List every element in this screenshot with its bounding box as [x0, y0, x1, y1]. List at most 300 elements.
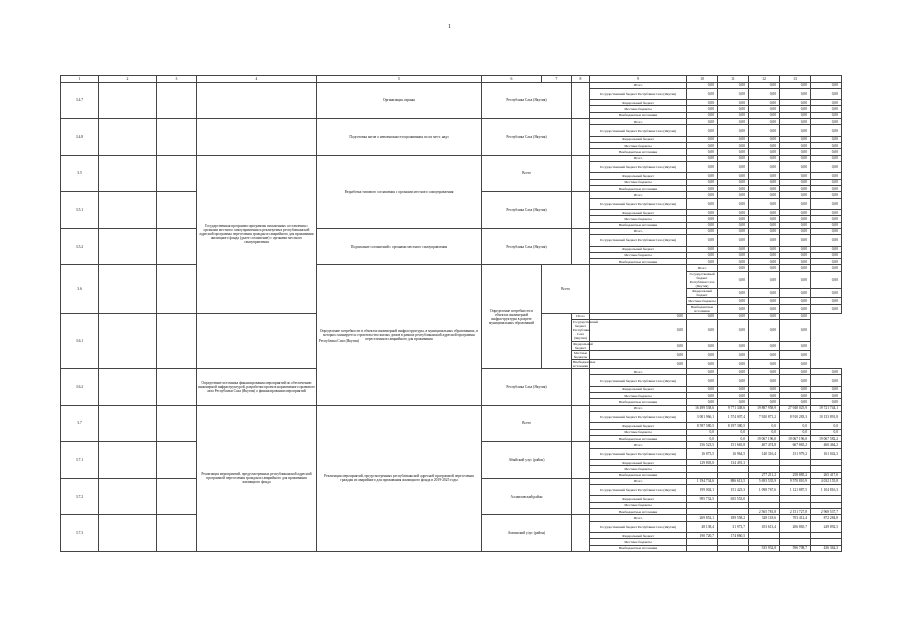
- amount-cell: 0,00: [749, 320, 780, 341]
- amount-cell: 0,00: [811, 228, 842, 234]
- empty-cell: [99, 82, 157, 119]
- funding-source: Итого: [590, 515, 687, 521]
- empty-cell: [572, 515, 590, 552]
- amount-cell: 0,00: [811, 393, 842, 399]
- amount-cell: 0,00: [811, 375, 842, 386]
- empty-cell: [99, 228, 157, 265]
- amount-cell: [687, 545, 718, 551]
- amount-cell: 0,00: [749, 341, 780, 350]
- amount-cell: 0,0: [749, 423, 780, 429]
- amount-cell: 0,00: [780, 393, 811, 399]
- amount-cell: 0,00: [749, 119, 780, 125]
- amount-cell: 16 964,5: [718, 448, 749, 459]
- amount-cell: 460 464,2: [811, 442, 842, 448]
- amount-cell: 0,00: [749, 143, 780, 149]
- amount-cell: 0,00: [749, 399, 780, 405]
- amount-cell: 0,00: [811, 136, 842, 142]
- amount-cell: 0,00: [687, 320, 718, 341]
- executor: Всего: [542, 265, 590, 313]
- amount-cell: 0,00: [718, 179, 749, 185]
- executor: Республика Саха (Якутия): [197, 313, 482, 368]
- amount-cell: 0,00: [749, 161, 780, 172]
- amount-cell: 0,0: [780, 423, 811, 429]
- amount-cell: 2 968 537,7: [811, 509, 842, 515]
- amount-cell: 0,00: [780, 112, 811, 118]
- funding-source: Итого: [590, 192, 687, 198]
- empty-cell: [572, 369, 590, 406]
- amount-cell: 0,00: [749, 289, 780, 298]
- header-cell: 4: [197, 76, 317, 83]
- amount-cell: 0,00: [749, 313, 780, 319]
- row-code: 3.4.8: [61, 119, 99, 156]
- amount-cell: 0,00: [780, 375, 811, 386]
- row-code: 3.4.7: [61, 82, 99, 119]
- amount-cell: 0,00: [811, 143, 842, 149]
- amount-cell: 0,00: [687, 185, 718, 191]
- amount-cell: 0,0: [811, 423, 842, 429]
- amount-cell: 0,00: [687, 350, 718, 359]
- empty-cell: [572, 192, 590, 229]
- row-code: 3.7: [61, 405, 99, 442]
- amount-cell: 0,00: [749, 100, 780, 106]
- amount-cell: 0,00: [590, 350, 687, 359]
- amount-cell: 0,00: [780, 100, 811, 106]
- amount-cell: 0,00: [687, 155, 718, 161]
- empty-cell: [572, 228, 590, 265]
- amount-cell: 9 771 348,6: [718, 405, 749, 411]
- funding-source: Итого: [590, 369, 687, 375]
- funding-source: Внебюджетные источники: [590, 185, 687, 191]
- amount-cell: 0,00: [590, 313, 687, 319]
- amount-cell: 0,00: [718, 106, 749, 112]
- funding-source: Итого: [572, 313, 590, 319]
- amount-cell: 19 067 196,0: [780, 435, 811, 441]
- amount-cell: 156 523,5: [687, 442, 718, 448]
- amount-cell: 0,00: [811, 289, 842, 298]
- amount-cell: 0,00: [749, 252, 780, 258]
- amount-cell: 0,00: [749, 246, 780, 252]
- funding-source: Внебюджетные источники: [573, 359, 596, 368]
- empty-cell: [590, 265, 687, 313]
- amount-cell: 16 873,5: [687, 448, 718, 459]
- amount-cell: 151 423,3: [718, 485, 749, 496]
- empty-cell: [542, 313, 572, 368]
- amount-cell: 0,00: [687, 100, 718, 106]
- amount-cell: 0,00: [780, 143, 811, 149]
- empty-cell: [157, 192, 197, 229]
- amount-cell: 2 151 727,8: [780, 509, 811, 515]
- amount-cell: 9 570 810,9: [780, 478, 811, 484]
- amount-cell: 0,00: [749, 271, 780, 288]
- amount-cell: 0,00: [780, 399, 811, 405]
- amount-cell: 0,0: [749, 429, 780, 435]
- amount-cell: 0,00: [590, 359, 687, 368]
- funding-source: Федеральный бюджет: [590, 423, 687, 429]
- amount-cell: 0,00: [780, 222, 811, 228]
- amount-cell: 0,00: [749, 359, 780, 368]
- funding-source: Государственный бюджет Республики Саха (Якутия): [590, 161, 687, 172]
- funding-source: Итого: [590, 405, 687, 411]
- amount-cell: 0,00: [687, 313, 718, 319]
- amount-cell: 0,00: [749, 179, 780, 185]
- event-name: Реализация мероприятий, предусмотренных республиканской адресной программой переселения граждан из аварийного для проживания жилищного фонда в 2019-2025 годы: [317, 405, 482, 551]
- amount-cell: 0,00: [749, 88, 780, 99]
- amount-cell: 0,00: [687, 82, 718, 88]
- empty-cell: [572, 82, 590, 119]
- row-code: 3.6: [61, 265, 99, 313]
- amount-cell: 0,00: [749, 106, 780, 112]
- amount-cell: 0,00: [718, 265, 749, 271]
- amount-cell: 103 613,4: [749, 521, 780, 532]
- row-code: 3.5.2: [61, 228, 99, 265]
- row-code: 3.6.2: [61, 369, 99, 406]
- amount-cell: 0,00: [687, 216, 718, 222]
- amount-cell: 0,00: [749, 235, 780, 246]
- funding-source: Итого: [687, 265, 718, 271]
- amount-cell: 0,00: [718, 399, 749, 405]
- event-name: Определение потребности в объектах инженерной инфраструктуры в разрезе муниципальных образований: [482, 265, 542, 369]
- funding-source: Местные бюджеты: [590, 143, 687, 149]
- amount-cell: 0,00: [811, 252, 842, 258]
- empty-cell: [157, 119, 197, 156]
- amount-cell: 0,00: [749, 369, 780, 375]
- amount-cell: 995 732,5: [687, 496, 718, 502]
- amount-cell: 0,00: [718, 88, 749, 99]
- amount-cell: 0,00: [749, 350, 780, 359]
- amount-cell: 0,00: [718, 161, 749, 172]
- amount-cell: 0,00: [780, 209, 811, 215]
- amount-cell: 16 499 538,6: [687, 405, 718, 411]
- empty-cell: [157, 478, 197, 515]
- amount-cell: 0,00: [718, 173, 749, 179]
- row-code: 3.7.3: [61, 515, 99, 552]
- amount-cell: 0,00: [780, 246, 811, 252]
- amount-cell: 0,00: [718, 298, 749, 304]
- amount-cell: 0,00: [718, 259, 749, 265]
- amount-cell: 0,00: [780, 259, 811, 265]
- amount-cell: 0,00: [687, 198, 718, 209]
- amount-cell: 0,00: [749, 185, 780, 191]
- amount-cell: 0,00: [687, 143, 718, 149]
- funding-source: Федеральный бюджет: [590, 173, 687, 179]
- header-cell: 6: [482, 76, 542, 83]
- amount-cell: 0,00: [780, 88, 811, 99]
- amount-cell: 0,00: [780, 192, 811, 198]
- funding-source: Федеральный бюджет: [590, 246, 687, 252]
- amount-cell: 0,00: [718, 198, 749, 209]
- amount-cell: 0,00: [749, 228, 780, 234]
- amount-cell: 0,00: [811, 88, 842, 99]
- amount-cell: 0,00: [780, 198, 811, 209]
- amount-cell: 0,00: [687, 375, 718, 386]
- amount-cell: 0,00: [811, 235, 842, 246]
- header-cell: 13: [780, 76, 811, 83]
- amount-cell: 0,00: [811, 209, 842, 215]
- row-code: 3.6.1: [61, 313, 99, 368]
- amount-cell: 8 197 380,5: [718, 423, 749, 429]
- amount-cell: 0,00: [687, 112, 718, 118]
- amount-cell: 3 001 966,1: [687, 411, 718, 422]
- empty-cell: [99, 265, 157, 313]
- amount-cell: 0,00: [811, 173, 842, 179]
- funding-source: Местные бюджеты: [590, 106, 687, 112]
- amount-cell: 31 973,7: [718, 521, 749, 532]
- amount-cell: 0,00: [749, 82, 780, 88]
- header-cell: 9: [590, 76, 687, 83]
- funding-source: Внебюджетные источники: [590, 399, 687, 405]
- amount-cell: 8 597 580,5: [687, 423, 718, 429]
- executor: Аллаиховский район: [482, 478, 572, 515]
- amount-cell: 151 979,2: [780, 448, 811, 459]
- amount-cell: 0,00: [811, 216, 842, 222]
- amount-cell: 0,00: [811, 271, 842, 288]
- amount-cell: 0,00: [780, 298, 811, 304]
- funding-source: Итого: [590, 478, 687, 484]
- amount-cell: 0,0: [780, 429, 811, 435]
- amount-cell: 134 491,3: [718, 459, 749, 465]
- funding-source: Федеральный бюджет: [590, 209, 687, 215]
- amount-cell: 0,00: [687, 246, 718, 252]
- amount-cell: 0,00: [811, 298, 842, 304]
- amount-cell: 0,00: [811, 119, 842, 125]
- funding-source: Местные бюджеты: [590, 179, 687, 185]
- amount-cell: 0,00: [718, 271, 749, 288]
- amount-cell: 0,00: [718, 369, 749, 375]
- funding-source: Местные бюджеты: [590, 393, 687, 399]
- amount-cell: 0,00: [749, 155, 780, 161]
- amount-cell: 0,0: [718, 435, 749, 441]
- empty-cell: [157, 313, 197, 368]
- amount-cell: 0,0: [687, 435, 718, 441]
- amount-cell: 0,00: [749, 209, 780, 215]
- amount-cell: 886 613,5: [718, 478, 749, 484]
- amount-cell: 0,00: [780, 386, 811, 392]
- amount-cell: 0,00: [811, 112, 842, 118]
- executor: Абыйский улус (район): [482, 442, 572, 479]
- funding-source: Местные бюджеты: [572, 350, 590, 359]
- amount-cell: 0,00: [749, 198, 780, 209]
- amount-cell: 0,00: [749, 112, 780, 118]
- amount-cell: 0,00: [780, 125, 811, 136]
- funding-source: Государственный бюджет Республики Саха (Якутия): [590, 198, 687, 209]
- event-name: Определение источника финансирования мероприятий по обеспечению инженерной инфраструктурой, разработки проекта нормативного правового акта Республики Саха (Якутия) о финансировании мероприятий: [197, 369, 317, 406]
- amount-cell: 0,00: [718, 375, 749, 386]
- funding-source: Местные бюджеты: [590, 466, 687, 472]
- amount-cell: 0,00: [780, 313, 811, 319]
- amount-cell: 0,00: [718, 320, 749, 341]
- amount-cell: 0,00: [749, 125, 780, 136]
- amount-cell: 0,00: [718, 246, 749, 252]
- amount-cell: 0,00: [780, 173, 811, 179]
- funding-source: Государственный бюджет Республики Саха (Якутия): [590, 411, 687, 422]
- funding-source: Местные бюджеты: [590, 539, 687, 545]
- amount-cell: 269 852,1: [687, 515, 718, 521]
- amount-cell: 0,00: [811, 369, 842, 375]
- amount-cell: 0,00: [780, 271, 811, 288]
- program-name: [197, 119, 317, 156]
- funding-source: Федеральный бюджет: [590, 100, 687, 106]
- amount-cell: 174 860,5: [718, 533, 749, 539]
- amount-cell: 151 665,8: [718, 442, 749, 448]
- header-cell: 5: [317, 76, 482, 83]
- amount-cell: 0,00: [687, 369, 718, 375]
- amount-cell: 0,00: [811, 185, 842, 191]
- funding-source: Местные бюджеты: [590, 429, 687, 435]
- executor: Амгинский улус (район): [482, 515, 572, 552]
- empty-cell: [99, 369, 157, 406]
- amount-cell: 0,00: [749, 304, 780, 313]
- header-cell: 10: [687, 76, 718, 83]
- amount-cell: 0,00: [749, 265, 780, 271]
- empty-cell: [157, 442, 197, 479]
- empty-cell: [157, 155, 197, 192]
- amount-cell: 0,00: [749, 393, 780, 399]
- funding-source: Итого: [590, 442, 687, 448]
- empty-cell: [157, 82, 197, 119]
- empty-cell: [99, 405, 157, 442]
- amount-cell: 0,00: [749, 386, 780, 392]
- amount-cell: 0,00: [811, 161, 842, 172]
- amount-cell: 0,00: [718, 235, 749, 246]
- amount-cell: 0,00: [687, 228, 718, 234]
- amount-cell: 328 118,6: [749, 515, 780, 521]
- funding-source: Государственный бюджет Республики Саха (Якутия): [590, 521, 687, 532]
- amount-cell: 0,00: [687, 222, 718, 228]
- funding-source: Государственный бюджет Республики Саха (Якутия): [590, 375, 687, 386]
- amount-cell: 19 067 582,2: [811, 435, 842, 441]
- amount-cell: 0,00: [749, 136, 780, 142]
- amount-cell: 0,00: [780, 265, 811, 271]
- amount-cell: 0,00: [687, 106, 718, 112]
- funding-source: Государственный бюджет Республики Саха (Якутия): [590, 125, 687, 136]
- empty-cell: [572, 442, 590, 479]
- funding-source: Внебюджетные источники: [590, 509, 687, 515]
- amount-cell: 0,00: [718, 209, 749, 215]
- amount-cell: 0,0: [687, 429, 718, 435]
- funding-source: Федеральный бюджет: [590, 386, 687, 392]
- amount-cell: 0,00: [718, 112, 749, 118]
- amount-cell: 0,00: [780, 350, 811, 359]
- amount-cell: 1 194 734,6: [687, 478, 718, 484]
- amount-cell: 0,00: [749, 173, 780, 179]
- amount-cell: 0,00: [811, 259, 842, 265]
- amount-cell: 0,00: [780, 216, 811, 222]
- amount-cell: 0,00: [811, 179, 842, 185]
- funding-source: Государственный бюджет Республики Саха (Якутия): [687, 271, 718, 288]
- executor: Республика Саха (Якутия): [482, 192, 572, 229]
- amount-cell: 0,00: [780, 369, 811, 375]
- amount-cell: 0,00: [811, 192, 842, 198]
- amount-cell: 0,00: [811, 386, 842, 392]
- funding-source: Федеральный бюджет: [590, 533, 687, 539]
- amount-cell: 0,00: [718, 386, 749, 392]
- funding-source: Итого: [590, 228, 687, 234]
- amount-cell: 1 104 816,3: [811, 485, 842, 496]
- amount-cell: 0,00: [718, 313, 749, 319]
- amount-cell: 0,00: [687, 359, 718, 368]
- amount-cell: 0,00: [687, 136, 718, 142]
- funding-source: Внебюджетные источники: [590, 149, 687, 155]
- funding-source: Государственный бюджет Республики Саха (Якутия): [590, 235, 687, 246]
- empty-cell: [99, 192, 157, 229]
- header-cell: 8: [572, 76, 590, 83]
- funding-source: Итого: [590, 119, 687, 125]
- funding-source: Местные бюджеты: [590, 502, 687, 508]
- amount-cell: 0,00: [687, 161, 718, 172]
- executor: Республика Саха (Якутия): [482, 369, 572, 406]
- amount-cell: 0,00: [811, 100, 842, 106]
- amount-cell: 199 002,1: [687, 485, 718, 496]
- amount-cell: 0,00: [811, 82, 842, 88]
- funding-source: Внебюджетные источники: [687, 304, 718, 313]
- amount-cell: 0,00: [780, 304, 811, 313]
- funding-source: Федеральный бюджет: [590, 136, 687, 142]
- amount-cell: 2 565 781,8: [749, 509, 780, 515]
- empty-cell: [99, 119, 157, 156]
- header-cell: 11: [718, 76, 749, 83]
- amount-cell: 0,00: [749, 149, 780, 155]
- row-code: 3.5.1: [61, 192, 99, 229]
- executor: Республика Саха (Якутия): [482, 82, 572, 119]
- funding-source: Федеральный бюджет: [573, 341, 593, 350]
- funding-source: Итого: [590, 155, 687, 161]
- amount-cell: 0,00: [780, 359, 811, 368]
- amount-cell: 19 721 744,1: [811, 405, 842, 411]
- amount-cell: 0,0: [811, 429, 842, 435]
- amount-cell: 0,00: [687, 209, 718, 215]
- amount-cell: 0,00: [718, 252, 749, 258]
- amount-cell: 189 558,2: [718, 515, 749, 521]
- funding-source: Федеральный бюджет: [687, 289, 718, 298]
- funding-source: Внебюджетные источники: [590, 435, 687, 441]
- financing-table: [60, 75, 842, 552]
- amount-cell: 0,00: [811, 246, 842, 252]
- amount-cell: 0,00: [718, 228, 749, 234]
- funding-source: Внебюджетные источники: [590, 545, 687, 551]
- amount-cell: 703 412,4: [780, 515, 811, 521]
- executor: Республика Саха (Якутия): [482, 228, 572, 265]
- amount-cell: 0,00: [780, 320, 811, 341]
- row-code: 3.7.2: [61, 478, 99, 515]
- empty-cell: [99, 478, 157, 515]
- amount-cell: 0,00: [718, 222, 749, 228]
- event-name: Подготовка актов о невозможности проживания по их мест. надз: [317, 119, 482, 156]
- amount-cell: 5 693 535,9: [749, 478, 780, 484]
- page-number: 1: [448, 24, 451, 30]
- funding-source: Государственный бюджет Республики Саха (Якутия): [590, 88, 687, 99]
- amount-cell: 535 932,8: [749, 545, 780, 551]
- event-name: Организация охраны: [317, 82, 482, 119]
- amount-cell: 0,00: [780, 161, 811, 172]
- amount-cell: 19 887 958,9: [749, 405, 780, 411]
- empty-cell: [99, 442, 157, 479]
- amount-cell: 0,00: [780, 149, 811, 155]
- amount-cell: 1 574 007,4: [718, 411, 749, 422]
- executor: Всего: [482, 405, 572, 442]
- amount-cell: 1 098 767,6: [749, 485, 780, 496]
- empty-cell: [572, 478, 590, 515]
- amount-cell: 0,00: [811, 106, 842, 112]
- amount-cell: 190 720,7: [687, 533, 718, 539]
- amount-cell: 0,00: [780, 136, 811, 142]
- amount-cell: 0,00: [780, 289, 811, 298]
- amount-cell: 0,00: [687, 149, 718, 155]
- program-name: Государственная программа программы письменных составления с органами местного самоуправления и реализуемых республиканской адресной программы переселения граждан из аварийного для проживания жилищного фонда (далее соглашение) с органами местного самоуправления: [197, 155, 317, 313]
- amount-cell: 0,00: [718, 149, 749, 155]
- amount-cell: 265 417,0: [811, 472, 842, 478]
- amount-cell: 0,00: [687, 119, 718, 125]
- amount-cell: 0,00: [718, 100, 749, 106]
